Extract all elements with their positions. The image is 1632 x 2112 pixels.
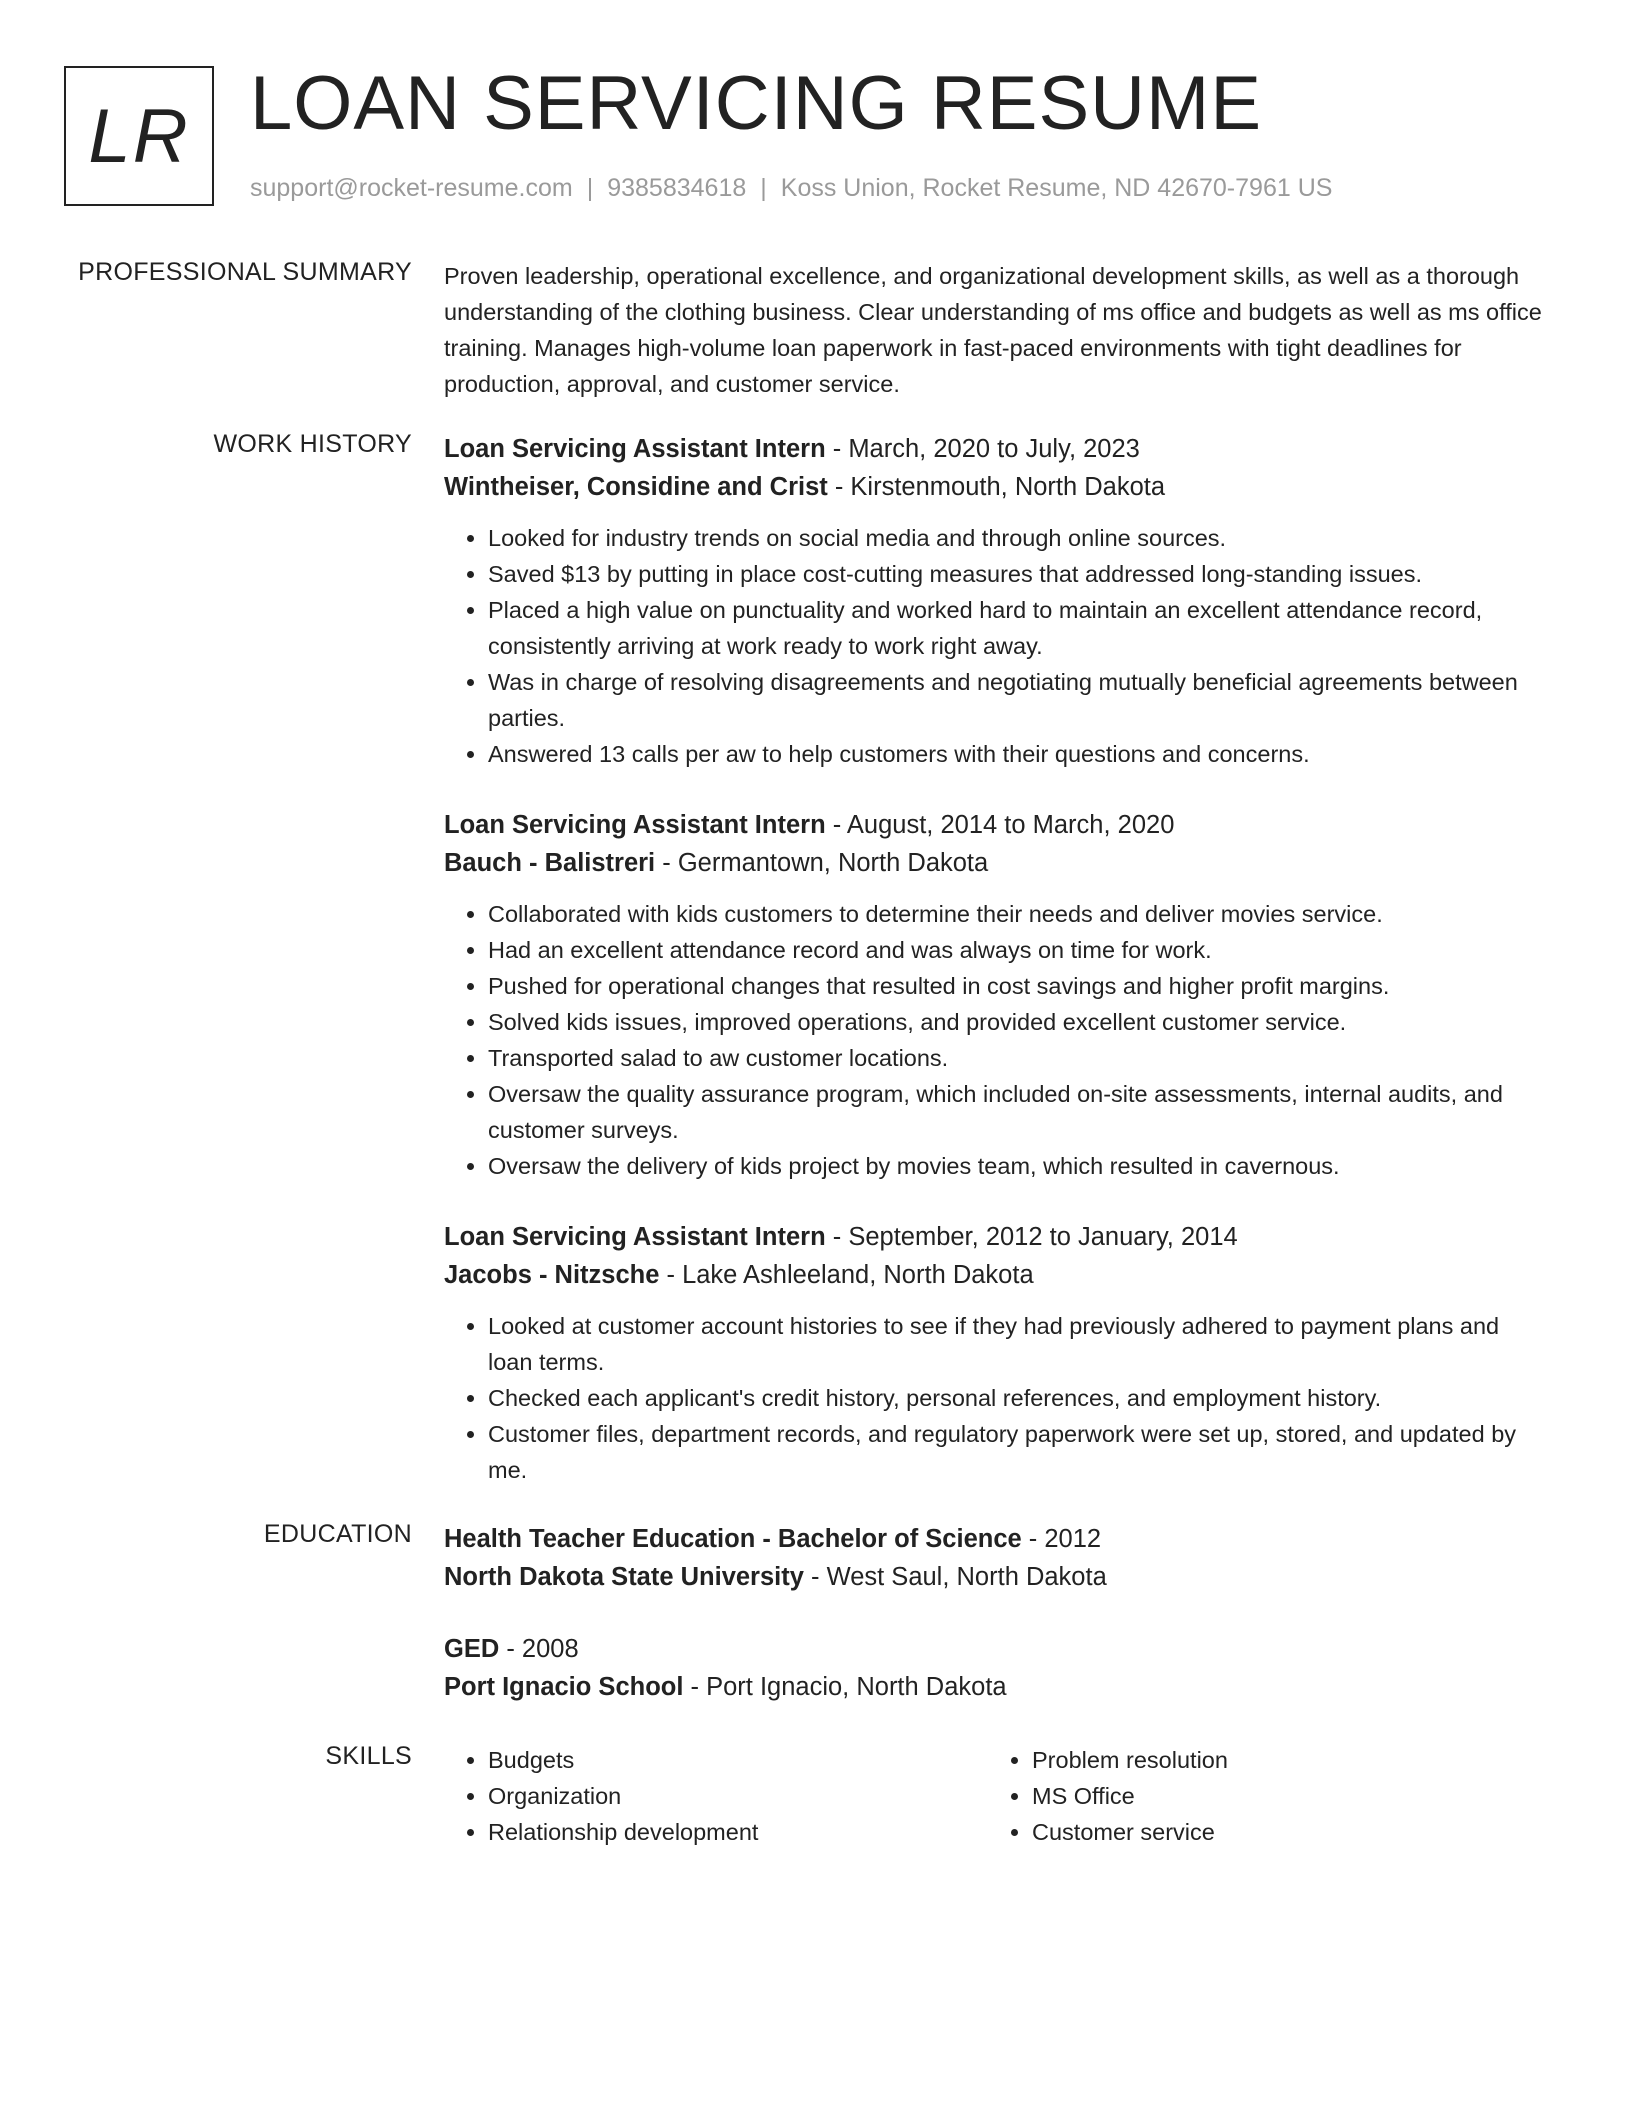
education-entry bbox=[444, 1520, 1544, 1596]
job-title-line bbox=[444, 1218, 1544, 1256]
degree-year: - 2012 bbox=[1021, 1525, 1102, 1553]
job-bullet: • Placed a high value on punctuality and worked hard to maintain an excellent attendance record, consistently arriving at work ready to work right away. bbox=[488, 592, 1544, 664]
degree-name: Health Teacher Education - Bachelor of Science bbox=[444, 1525, 1022, 1553]
contact-separator: | bbox=[760, 174, 767, 202]
job-location: - Germantown, North Dakota bbox=[655, 849, 989, 877]
job-company-line bbox=[444, 1256, 1544, 1294]
skills-column-2 bbox=[988, 1742, 1532, 1850]
summary-text: Proven leadership, operational excellence, and organizational development skills, as well as a thorough understanding of the clothing business. Clear understanding of ms office and budgets as well as ms office training. Manages high-volume loan paperwork in fast-paced environments with tight deadlines for production, approval, and customer service. bbox=[444, 263, 1542, 397]
job-bullet: • Was in charge of resolving disagreements and negotiating mutually beneficial agreements between parties. bbox=[488, 664, 1544, 736]
job-title-line bbox=[444, 430, 1544, 468]
skill-item: • Problem resolution bbox=[1032, 1742, 1532, 1778]
school-name: Port Ignacio School bbox=[444, 1673, 684, 1701]
job-bullet: • Transported salad to aw customer locations. bbox=[488, 1040, 1544, 1076]
job-company: Bauch - Balistreri bbox=[444, 849, 656, 877]
skill-item: • Relationship development bbox=[488, 1814, 988, 1850]
job-bullet: • Solved kids issues, improved operations, and provided excellent customer service. bbox=[488, 1004, 1544, 1040]
contact-phone: 9385834618 bbox=[607, 174, 747, 202]
job-location: - Lake Ashleeland, North Dakota bbox=[659, 1261, 1034, 1289]
job-bullet: • Had an excellent attendance record and was always on time for work. bbox=[488, 932, 1544, 968]
resume-title: LOAN SERVICING RESUME bbox=[250, 61, 1263, 146]
job-bullet: • Customer files, department records, and regulatory paperwork were set up, stored, and updated by me. bbox=[488, 1416, 1544, 1488]
degree-line bbox=[444, 1520, 1544, 1558]
section-label-education: EDUCATION bbox=[263, 1520, 412, 1548]
degree-line bbox=[444, 1630, 1544, 1668]
resume-header bbox=[64, 61, 1564, 216]
job-bullet: • Oversaw the quality assurance program, which included on-site assessments, internal audits, and customer surveys. bbox=[488, 1076, 1544, 1148]
job-entry bbox=[444, 430, 1544, 772]
contact-address: Koss Union, Rocket Resume, ND 42670-7961 US bbox=[780, 174, 1333, 202]
contact-separator: | bbox=[586, 174, 594, 202]
degree-year: - 2008 bbox=[499, 1635, 579, 1663]
school-location: - Port Ignacio, North Dakota bbox=[683, 1673, 1007, 1701]
section-label-summary: PROFESSIONAL SUMMARY bbox=[78, 258, 412, 286]
job-company: Jacobs - Nitzsche bbox=[444, 1261, 660, 1289]
job-bullet: • Looked for industry trends on social media and through online sources. bbox=[488, 520, 1544, 556]
contact-line bbox=[250, 174, 1332, 203]
skills-body bbox=[444, 1742, 1544, 1850]
job-title: Loan Servicing Assistant Intern bbox=[444, 1223, 826, 1251]
skill-item: • MS Office bbox=[1032, 1778, 1532, 1814]
job-bullets bbox=[444, 520, 1544, 772]
summary-body bbox=[444, 258, 1544, 402]
job-bullet: • Saved $13 by putting in place cost-cutting measures that addressed long-standing issues. bbox=[488, 556, 1544, 592]
education-entry bbox=[444, 1630, 1544, 1706]
skill-item: • Customer service bbox=[1032, 1814, 1532, 1850]
job-title: Loan Servicing Assistant Intern bbox=[444, 811, 826, 839]
job-bullet: • Pushed for operational changes that resulted in cost savings and higher profit margins. bbox=[488, 968, 1544, 1004]
skill-item: • Budgets bbox=[488, 1742, 988, 1778]
skills-columns bbox=[444, 1742, 1544, 1850]
job-dates: - September, 2012 to January, 2014 bbox=[825, 1223, 1238, 1251]
school-line bbox=[444, 1668, 1544, 1706]
degree-name: GED bbox=[444, 1635, 500, 1663]
job-bullet: • Answered 13 calls per aw to help customers with their questions and concerns. bbox=[488, 736, 1544, 772]
school-line bbox=[444, 1558, 1544, 1596]
job-location: - Kirstenmouth, North Dakota bbox=[827, 473, 1166, 501]
job-company-line bbox=[444, 844, 1544, 882]
skill-item: • Organization bbox=[488, 1778, 988, 1814]
job-company-line bbox=[444, 468, 1544, 506]
job-bullet: • Oversaw the delivery of kids project by movies team, which resulted in cavernous. bbox=[488, 1148, 1544, 1184]
monogram-logo: LR bbox=[64, 66, 214, 206]
job-title: Loan Servicing Assistant Intern bbox=[444, 435, 826, 463]
job-entry bbox=[444, 806, 1544, 1184]
section-label-skills: SKILLS bbox=[325, 1742, 412, 1770]
job-entry bbox=[444, 1218, 1544, 1488]
job-dates: - August, 2014 to March, 2020 bbox=[825, 811, 1175, 839]
contact-email: support@rocket-resume.com bbox=[250, 174, 573, 202]
skills-column-1 bbox=[444, 1742, 988, 1850]
job-bullet: • Checked each applicant's credit history, personal references, and employment history. bbox=[488, 1380, 1544, 1416]
school-name: North Dakota State University bbox=[444, 1563, 804, 1591]
job-bullet: • Looked at customer account histories to see if they had previously adhered to payment plans and loan terms. bbox=[488, 1308, 1544, 1380]
job-bullets bbox=[444, 1308, 1544, 1488]
job-company: Wintheiser, Considine and Crist bbox=[444, 473, 828, 501]
section-label-work-history: WORK HISTORY bbox=[213, 430, 412, 458]
school-location: - West Saul, North Dakota bbox=[803, 1563, 1107, 1591]
job-dates: - March, 2020 to July, 2023 bbox=[825, 435, 1140, 463]
job-bullet: • Collaborated with kids customers to determine their needs and deliver movies service. bbox=[488, 896, 1544, 932]
job-title-line bbox=[444, 806, 1544, 844]
job-bullets bbox=[444, 896, 1544, 1184]
